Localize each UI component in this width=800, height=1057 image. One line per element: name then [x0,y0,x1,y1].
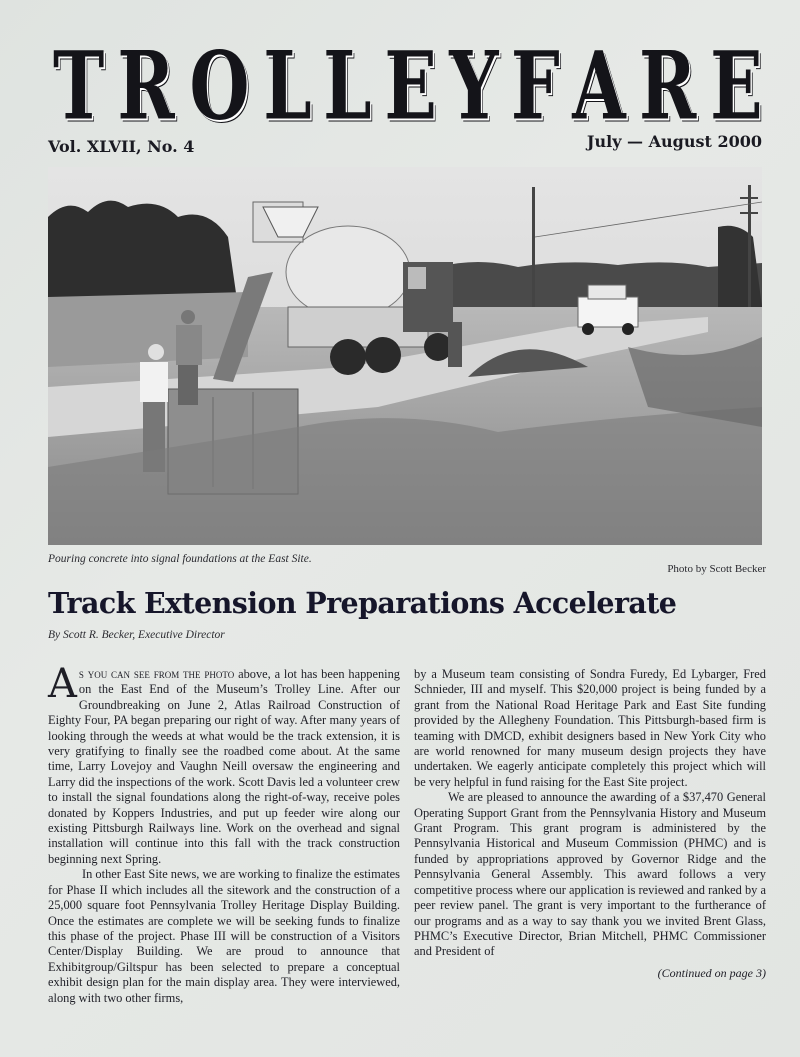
masthead-letter: O [189,30,249,141]
masthead-letter: Y [449,30,498,141]
photo-credit: Photo by Scott Becker [667,563,766,575]
masthead-letter: L [263,30,311,141]
masthead-letter: F [510,30,558,141]
construction-photo-image [48,167,762,545]
article-paragraph [48,661,401,867]
issue-date: July — August 2000 [586,132,762,151]
drop-cap: A [48,661,77,707]
paragraph-text: above, a lot has been happening on the East End of the Museum’s Trolley Line. After our Groundbreaking on June 2, Atlas Railroad Construction of Eighty Four, PA began preparing our right of way. After many years of looking through the weeds at what would be the track extension, it is very gratifying to finally see the roadbed come about. At the same time, Larry Lovejoy and Vaughn Neill oversaw the engineering and Larry did the inspections of the work. Scott Davis led a volunteer crew to install the signal foundations along the right-of-way, receive poles donated by Koppers Industries, and put up feeder wire along our existing Pittsburgh Railways line. Work on the overhead and signal installation will continue into this fall with the track construction beginning next Spring. [48,667,401,866]
photo-caption: Pouring concrete into signal foundations at the East Site. [48,553,312,565]
volume-number: Vol. XLVII, No. 4 [48,137,195,156]
masthead-letter: R [117,30,174,141]
continued-on-page-link: (Continued on page 3) [657,966,766,980]
masthead-letter: E [384,30,436,141]
article-byline: By Scott R. Becker, Executive Director [48,629,225,641]
masthead-letter: L [323,30,371,141]
masthead-title [46,30,762,141]
masthead-letter: T [53,30,103,141]
article-paragraph: In other East Site news, we are working to finalize the estimates for Phase II which includes all the sitework and the construction of a 25,000 square foot Pennsylvania Trolley Heritage Display Building. Once the estimates are complete we will be seeking funds to finalize this phase of the project. Phase III will be construction of a Visitors Center/Display Building. We are proud to announce that Exhibitgroup/Giltspur has been selected to prepare a conceptual exhibit design plan for the main display area. They were interviewed, along with two other firms, [48,867,400,1005]
cover-photo [48,167,762,545]
lead-in-smallcaps: s you can see from the photo [78,667,235,681]
article-column-right [414,667,766,960]
article-paragraph: by a Museum team consisting of Sondra Furedy, Ed Lybarger, Fred Schnieder, III and myself. This $20,000 project is being funded by a grant from the National Road Heritage Park and East Site funding provided by the Allegheny Foundation. This Pittsburgh-based firm is teaming with DMCD, exhibit designers based in New York City who are world renowned for many museum design projects they have undertaken. We eagerly anticipate completely this project which will be very helpful in fund raising for the East Site project. [414,667,766,789]
masthead-letter: E [710,30,762,141]
article-headline: Track Extension Preparations Accelerate [48,586,677,620]
article-paragraph: We are pleased to announce the awarding of a $37,470 General Operating Support Grant from the Pennsylvania History and Museum Grant Program. This grant program is administered by the Pennsylvania Historical and Museum Commission (PHMC) and is funded by appropriations approved by Governor Ridge and the Pennsylvania General Assembly. This award follows a very competitive process where our application is reviewed and ranked by a peer review panel. The grant is very important to the furtherance of our programs and as a way to say thank you we invited Brent Glass, PHMC’s Executive Director, Brian Mitchell, PHMC Commissioner and President of [414,790,766,959]
masthead-letter: A [571,30,624,141]
masthead-letter: R [639,30,695,141]
article-column-left [48,661,401,1006]
